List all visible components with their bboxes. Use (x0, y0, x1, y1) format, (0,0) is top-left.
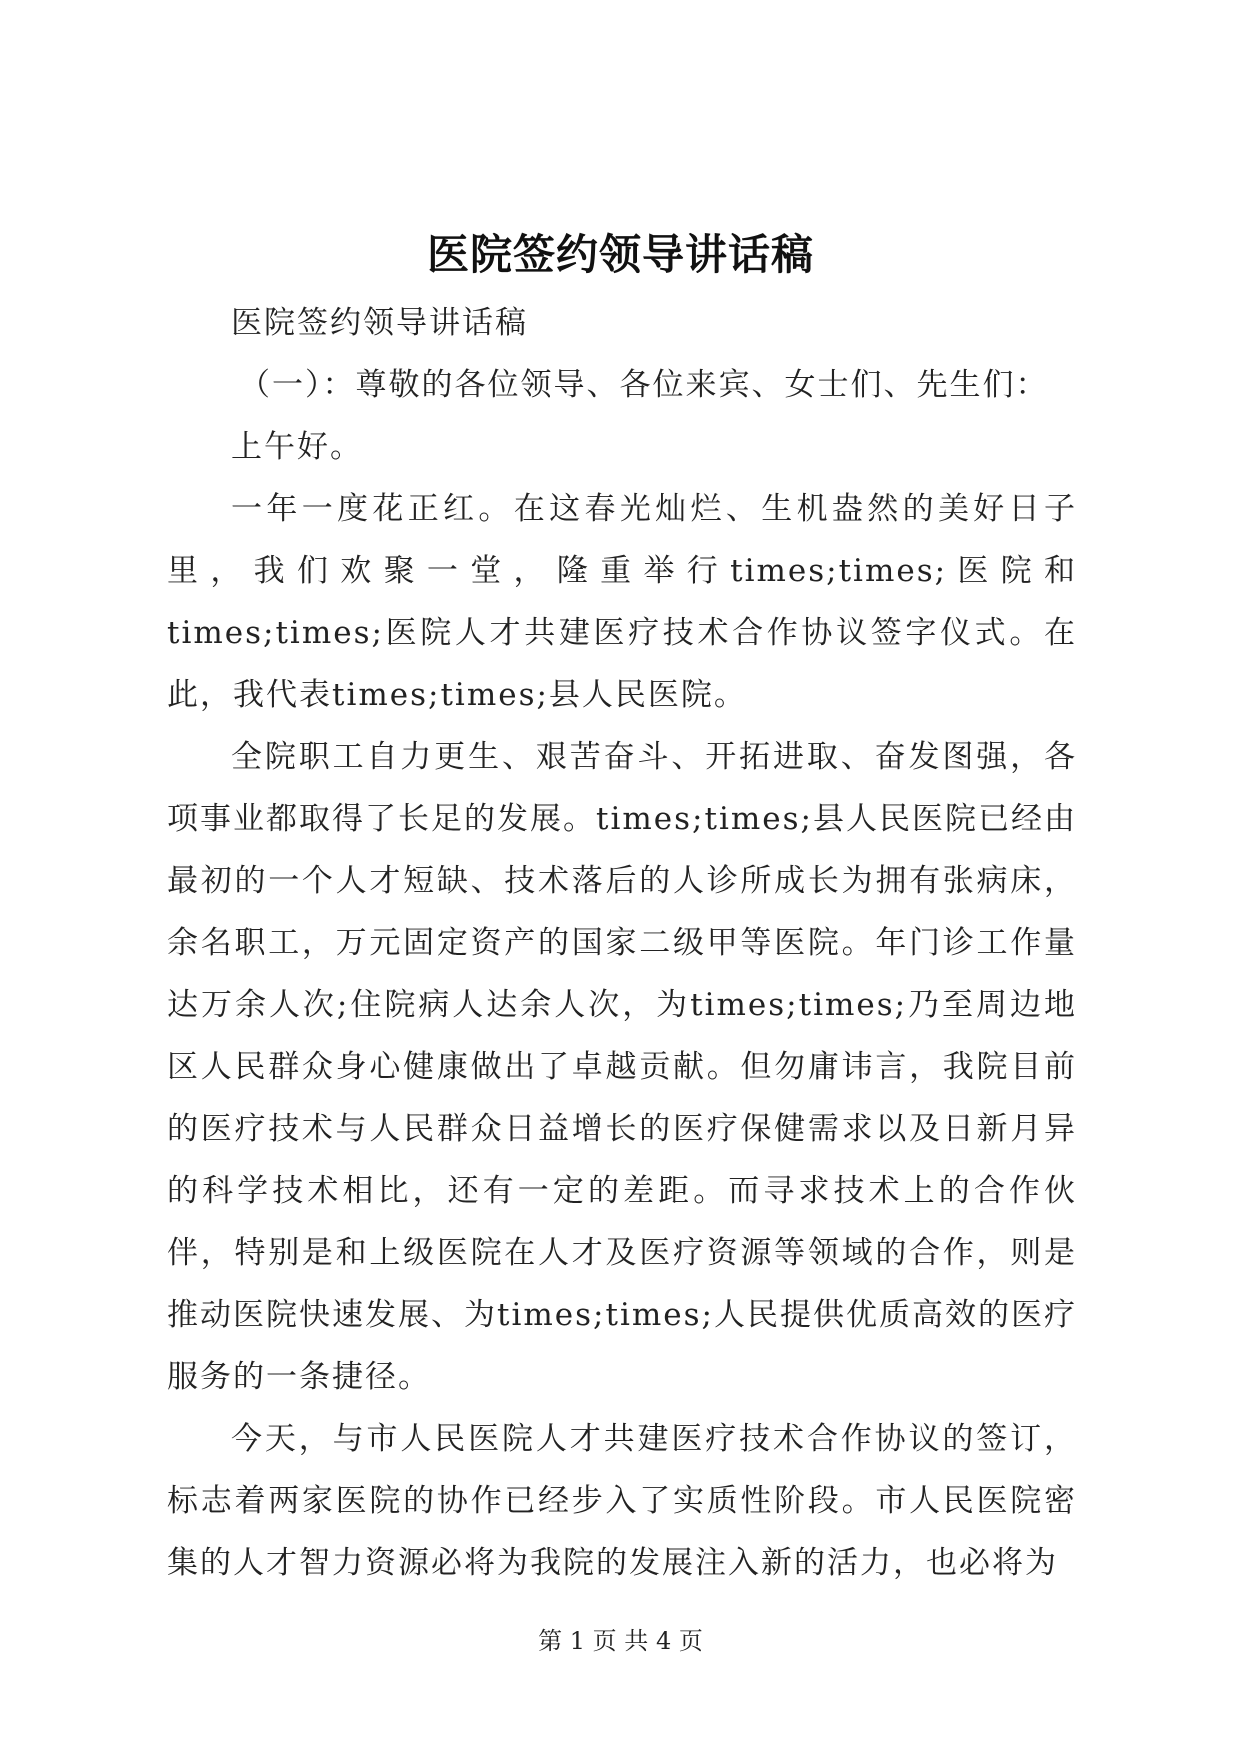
document-body (167, 292, 1077, 1594)
document-title: 医院签约领导讲话稿 (426, 230, 814, 279)
paragraph-body: 全院职工自力更生、艰苦奋斗、开拓进取、奋发图强，各项事业都取得了长足的发展。times;times;县人民医院已经由最初的一个人才短缺、技术落后的人诊所成长为拥有张病床，余名职工，万元固定资产的国家二级甲等医院。年门诊工作量达万余人次;住院病人达余人次，为times;times;乃至周边地区人民群众身心健康做出了卓越贡献。但勿庸讳言，我院目前的医疗技术与人民群众日益增长的医疗保健需求以及日新月异的科学技术相比，还有一定的差距。而寻求技术上的合作伙伴，特别是和上级医院在人才及医疗资源等领域的合作，则是推动医院快速发展、为times;times;人民提供优质高效的医疗服务的一条捷径。 (167, 739, 1077, 1395)
page-number-footer: 第 1 页 共 4 页 (538, 1627, 703, 1655)
paragraph-subtitle: 医院签约领导讲话稿 (231, 305, 528, 341)
paragraph-greeting: 上午好。 (231, 429, 363, 465)
paragraph-body: 一年一度花正红。在这春光灿烂、生机盎然的美好日子里，我们欢聚一堂，隆重举行times;times;医院和times;times;医院人才共建医疗技术合作协议签字仪式。在此，我代表times;times;县人民医院。 (167, 491, 1077, 713)
paragraph-salutation: （一）：尊敬的各位领导、各位来宾、女士们、先生们： (239, 367, 1049, 403)
paragraph-body: 今天，与市人民医院人才共建医疗技术合作协议的签订，标志着两家医院的协作已经步入了实质性阶段。市人民医院密集的人才智力资源必将为我院的发展注入新的活力，也必将为 (167, 1421, 1077, 1581)
